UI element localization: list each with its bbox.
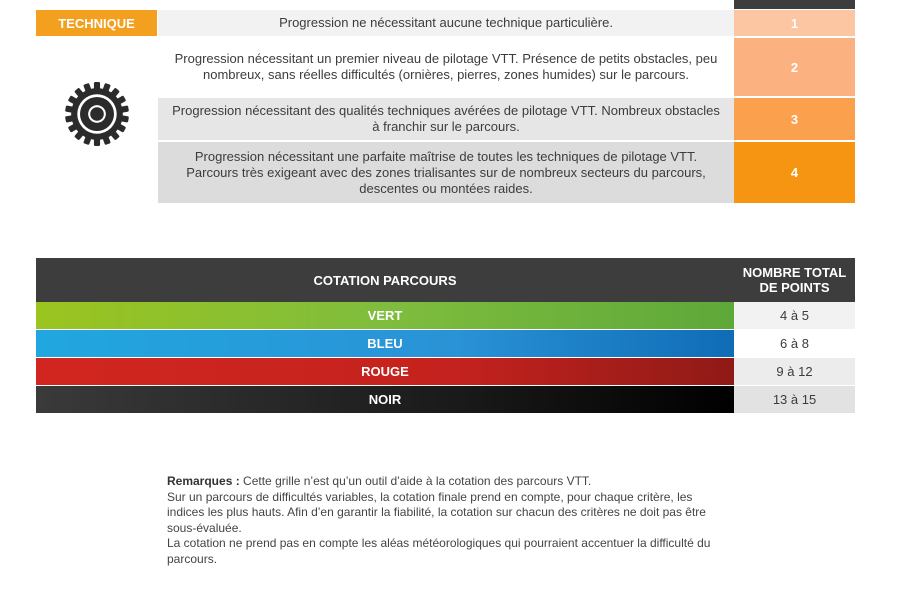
remarks-text: Cette grille n’est qu’un outil d’aide à la cotation des parcours VTT. — [243, 474, 592, 488]
remarks-line: La cotation ne prend pas en compte les aléas météorologiques qui pourraient accentuer la difficulté du parcours. — [167, 536, 711, 566]
cotation-color-label: BLEU — [36, 330, 734, 357]
score-column-header — [734, 0, 855, 9]
technique-row — [158, 98, 855, 140]
remarks-title: Remarques : — [167, 474, 240, 488]
cotation-color-label: NOIR — [36, 386, 734, 413]
cotation-points: 9 à 12 — [734, 358, 855, 385]
cotation-title: COTATION PARCOURS — [313, 272, 457, 288]
technique-score: 2 — [734, 38, 855, 96]
technique-description: Progression nécessitant des qualités techniques avérées de pilotage VTT. Nombreux obstacles à franchir sur le parcours. — [158, 98, 734, 140]
cotation-row-noir — [36, 386, 855, 413]
remarks-line — [167, 474, 732, 490]
cotation-header — [36, 258, 855, 302]
cotation-points: 4 à 5 — [734, 302, 855, 329]
cotation-row-bleu — [36, 330, 855, 357]
cotation-points: 13 à 15 — [734, 386, 855, 413]
technique-description: Progression nécessitant un premier niveau de pilotage VTT. Présence de petits obstacles, peu nombreux, sans réelles difficultés (ornières, pierres, zones humides) sur le parcours. — [158, 38, 734, 96]
remarks-block — [167, 474, 732, 567]
technique-row — [158, 10, 855, 36]
technique-description: Progression nécessitant une parfaite maîtrise de toutes les techniques de pilotage VTT. Parcours très exigeant avec des zones trialisantes sur de nombreux secteurs du parcours, descentes ou montées raides. — [158, 142, 734, 203]
technique-description: Progression ne nécessitant aucune technique particulière. — [158, 10, 734, 36]
cotation-row-rouge — [36, 358, 855, 385]
gear-icon — [63, 80, 131, 148]
technique-row — [158, 142, 855, 203]
technique-score: 1 — [734, 10, 855, 36]
technique-row — [158, 38, 855, 96]
cotation-row-vert — [36, 302, 855, 329]
technique-score: 3 — [734, 98, 855, 140]
remarks-line: Sur un parcours de difficultés variables, la cotation finale prend en compte, pour chaque critère, les indices les plus hauts. Afin d’en garantir la fiabilité, la cotation sur chacun des critères ne doit pas être sous-évaluée. — [167, 489, 706, 535]
cotation-color-label: ROUGE — [36, 358, 734, 385]
cotation-color-label: VERT — [36, 302, 734, 329]
cotation-points: 6 à 8 — [734, 330, 855, 357]
points-header: NOMBRE TOTAL DE POINTS — [742, 265, 847, 295]
technique-score: 4 — [734, 142, 855, 203]
technique-label: TECHNIQUE — [36, 10, 157, 36]
